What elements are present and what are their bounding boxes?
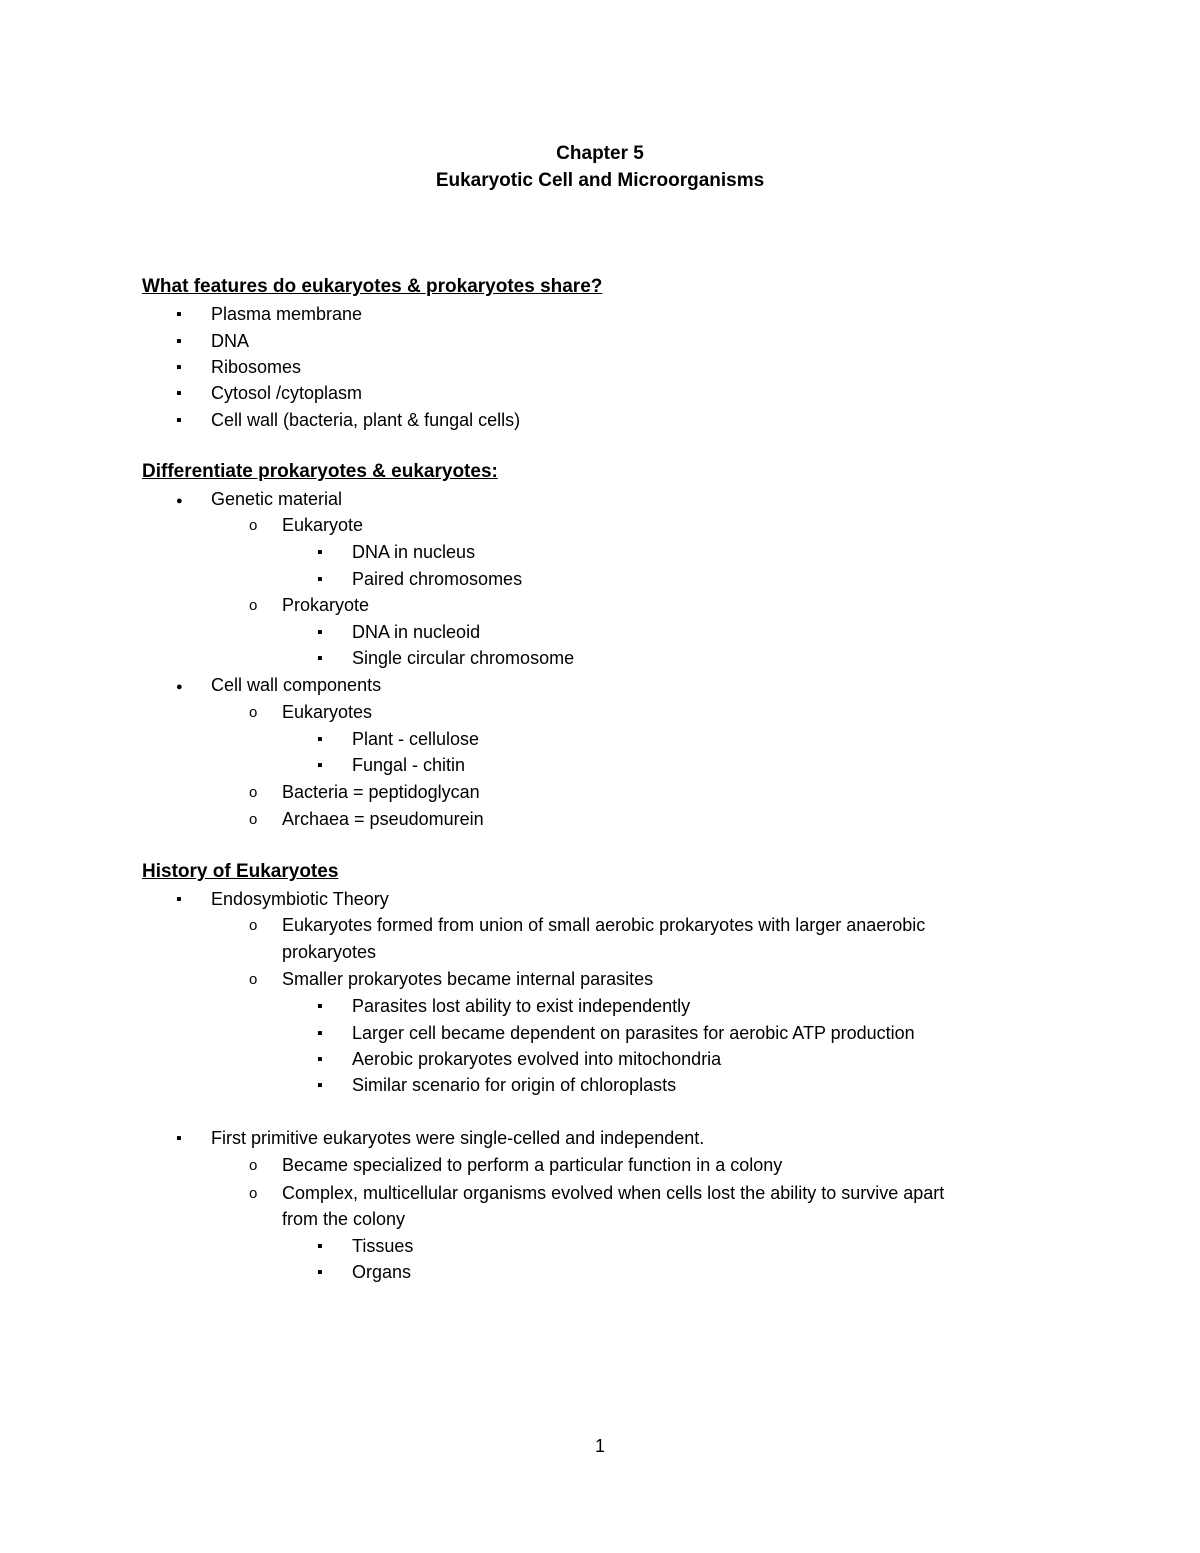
square-bullet-icon — [176, 1126, 182, 1151]
circle-bullet-icon — [249, 807, 257, 832]
page-number: 1 — [594, 1436, 605, 1456]
list-item: Similar scenario for origin of chloroplasts — [352, 1075, 677, 1095]
circle-bullet-icon — [249, 700, 257, 725]
list-item: Organs — [352, 1262, 412, 1282]
list-item: Smaller prokaryotes became internal parasites — [282, 969, 654, 989]
list-item: Larger cell became dependent on parasites for aerobic ATP production — [352, 1023, 915, 1043]
list-item: Tissues — [352, 1236, 414, 1256]
square-bullet-icon — [317, 646, 323, 671]
square-bullet-icon — [176, 381, 182, 406]
document-title — [0, 140, 1200, 194]
round-bullet-icon — [176, 673, 183, 699]
square-bullet-icon — [176, 302, 182, 327]
square-bullet-icon — [317, 1047, 323, 1072]
list-item: Became specialized to perform a particular function in a colony — [282, 1155, 783, 1175]
list-item: Eukaryote — [282, 515, 364, 535]
square-bullet-icon — [317, 753, 323, 778]
list-item: Plant - cellulose — [352, 729, 480, 749]
square-bullet-icon — [317, 540, 323, 565]
list-item: Genetic material — [211, 489, 343, 509]
list-item-continuation: prokaryotes — [282, 942, 377, 962]
list-item: Cell wall components — [211, 675, 382, 695]
square-bullet-icon — [176, 887, 182, 912]
list-item: DNA in nucleus — [352, 542, 476, 562]
square-bullet-icon — [176, 408, 182, 433]
list-item: Prokaryote — [282, 595, 370, 615]
square-bullet-icon — [176, 329, 182, 354]
circle-bullet-icon — [249, 1153, 257, 1178]
circle-bullet-icon — [249, 513, 257, 538]
chapter-title: Eukaryotic Cell and Microorganisms — [435, 170, 765, 191]
list-item: First primitive eukaryotes were single-celled and independent. — [211, 1128, 705, 1148]
chapter-label: Chapter 5 — [556, 143, 644, 164]
list-item: Endosymbiotic Theory — [211, 889, 389, 909]
list-item: Paired chromosomes — [352, 569, 523, 589]
square-bullet-icon — [317, 567, 323, 592]
section-heading-history: History of Eukaryotes — [142, 861, 339, 882]
list-item-continuation: from the colony — [282, 1209, 406, 1229]
section-heading-differentiate: Differentiate prokaryotes & eukaryotes: — [142, 461, 498, 482]
square-bullet-icon — [317, 620, 323, 645]
list-item: Parasites lost ability to exist independently — [352, 996, 691, 1016]
list-item: Cell wall (bacteria, plant & fungal cells) — [211, 410, 521, 430]
square-bullet-icon — [317, 994, 323, 1019]
section-heading-shared-features: What features do eukaryotes & prokaryotes share? — [142, 276, 603, 297]
round-bullet-icon — [176, 487, 183, 513]
circle-bullet-icon — [249, 593, 257, 618]
list-item: Ribosomes — [211, 357, 302, 377]
circle-bullet-icon — [249, 780, 257, 805]
list-item: Fungal - chitin — [352, 755, 466, 775]
list-item: Complex, multicellular organisms evolved when cells lost the ability to survive apart — [282, 1183, 945, 1203]
list-item: Archaea = pseudomurein — [282, 809, 484, 829]
list-item: DNA — [211, 331, 250, 351]
square-bullet-icon — [317, 727, 323, 752]
list-item: Cytosol /cytoplasm — [211, 383, 363, 403]
square-bullet-icon — [317, 1073, 323, 1098]
circle-bullet-icon — [249, 913, 257, 938]
square-bullet-icon — [317, 1260, 323, 1285]
circle-bullet-icon — [249, 967, 257, 992]
list-item: Eukaryotes formed from union of small aerobic prokaryotes with larger anaerobic — [282, 915, 926, 935]
list-item: Bacteria = peptidoglycan — [282, 782, 480, 802]
circle-bullet-icon — [249, 1181, 257, 1206]
list-item: Eukaryotes — [282, 702, 373, 722]
square-bullet-icon — [176, 355, 182, 380]
list-item: Single circular chromosome — [352, 648, 575, 668]
list-item: Aerobic prokaryotes evolved into mitochondria — [352, 1049, 722, 1069]
square-bullet-icon — [317, 1021, 323, 1046]
list-item: Plasma membrane — [211, 304, 363, 324]
square-bullet-icon — [317, 1234, 323, 1259]
list-item: DNA in nucleoid — [352, 622, 481, 642]
